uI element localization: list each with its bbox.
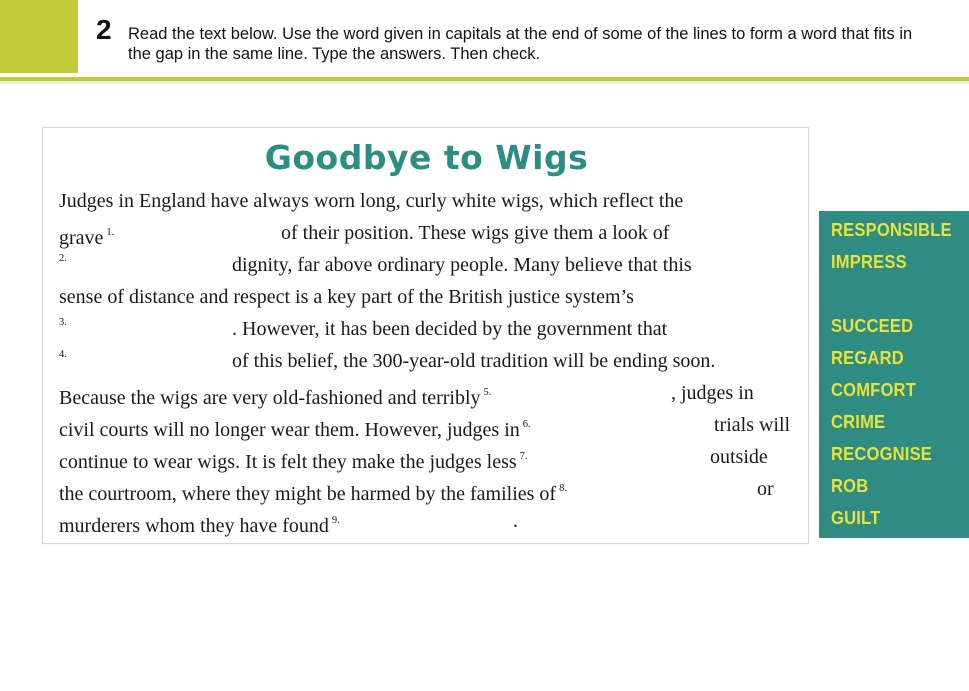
line-text: civil courts will no longer wear them. However, judges in bbox=[59, 419, 520, 441]
line-text: trials will bbox=[714, 414, 791, 436]
word-bank-item: RECOGNISE bbox=[831, 444, 933, 464]
word-bank-item: CRIME bbox=[831, 412, 886, 432]
text-line bbox=[59, 409, 791, 441]
word-bank-item: COMFORT bbox=[831, 380, 916, 400]
header-shadow bbox=[0, 81, 969, 85]
exercise-number: 2 bbox=[96, 14, 112, 45]
line-text: murderers whom they have found bbox=[59, 515, 329, 537]
article-title: Goodbye to Wigs bbox=[264, 138, 589, 177]
gap-number-7: 7. bbox=[519, 451, 528, 462]
word-bank bbox=[819, 211, 969, 538]
text-line bbox=[59, 281, 634, 313]
gap-number-3: 3. bbox=[59, 317, 67, 328]
gap-number-6: 6. bbox=[522, 419, 531, 430]
line-text: . bbox=[513, 510, 518, 532]
text-line bbox=[59, 473, 774, 505]
line-text: continue to wear wigs. It is felt they make the judges less bbox=[59, 451, 517, 473]
gap-number-9: 9. bbox=[331, 515, 340, 526]
line-text: . However, it has been decided by the government that bbox=[232, 318, 668, 340]
word-bank-item: SUCCEED bbox=[831, 316, 914, 336]
line-text: of this belief, the 300-year-old tradition will be ending soon. bbox=[232, 350, 716, 372]
word-bank-item: ROB bbox=[831, 476, 869, 496]
line-text: grave bbox=[59, 227, 104, 249]
word-bank-item: RESPONSIBLE bbox=[831, 220, 952, 240]
text-line bbox=[59, 217, 670, 249]
line-text: Because the wigs are very old-fashioned and terribly bbox=[59, 387, 481, 409]
line-text: outside bbox=[710, 446, 768, 468]
line-text: the courtroom, where they might be harmed by the families of bbox=[59, 483, 557, 505]
gap-number-4: 4. bbox=[59, 349, 67, 360]
text-line bbox=[59, 185, 683, 217]
gap-number-8: 8. bbox=[559, 483, 567, 494]
word-bank-item: GUILT bbox=[831, 508, 881, 528]
word-bank-item: REGARD bbox=[831, 348, 904, 368]
header-accent-block bbox=[0, 0, 78, 73]
gap-number-5: 5. bbox=[483, 387, 492, 398]
gap-number-1: 1. bbox=[106, 227, 115, 238]
line-text: dignity, far above ordinary people. Many believe that this bbox=[232, 254, 692, 276]
text-line bbox=[59, 377, 754, 409]
exercise-instruction: Read the text below. Use the word given in capitals at the end of some of the lines to form a word that fits in the gap in the same line. Type the answers. Then check. bbox=[128, 25, 913, 63]
text-line bbox=[59, 505, 518, 537]
line-text: , judges in bbox=[671, 382, 754, 404]
line-text: sense of distance and respect is a key part of the British justice system’s bbox=[59, 286, 634, 308]
text-line bbox=[59, 441, 768, 473]
gap-number-2: 2. bbox=[59, 253, 67, 264]
line-text: Judges in England have always worn long, curly white wigs, which reflect the bbox=[59, 190, 684, 212]
word-bank-item: IMPRESS bbox=[831, 252, 907, 272]
line-text: or bbox=[757, 478, 774, 500]
line-text: of their position. These wigs give them a look of bbox=[281, 222, 670, 244]
